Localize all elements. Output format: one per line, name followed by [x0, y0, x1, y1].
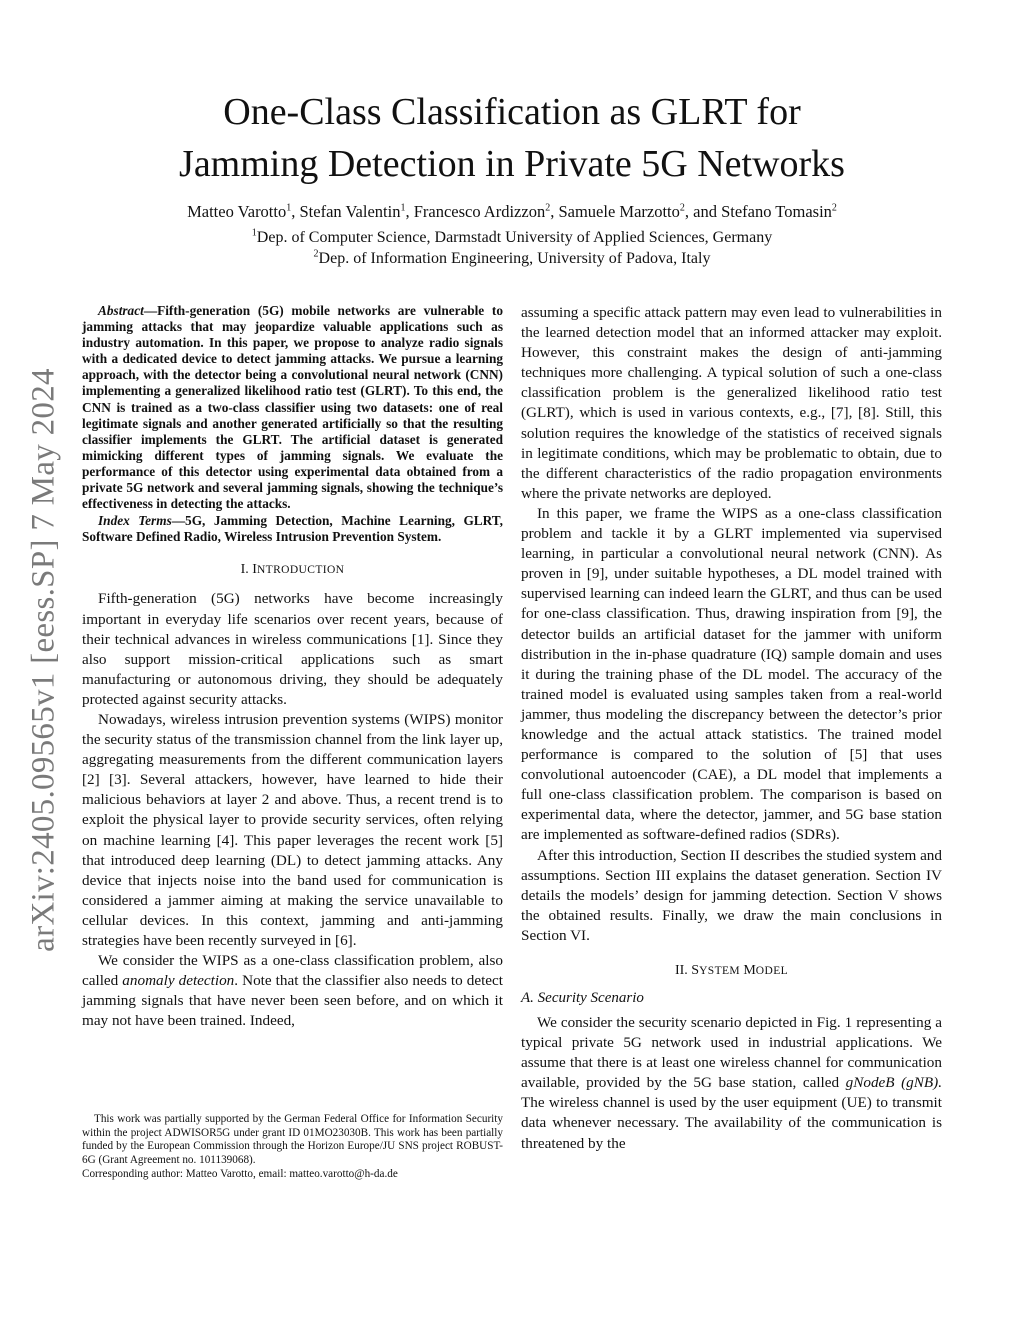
author-name: Samuele Marzotto	[558, 202, 680, 221]
paragraph: In this paper, we frame the WIPS as a one-class classification problem and tackle it by a GLRT implemented via supervised learning, in particular a convolutional neural network (CNN). As proven in [9], under suitable hypotheses, a DL model trained with supervised learning can indeed learn the GLRT, and thus can be used for one-class classification. Thus, drawing inspiration from [9], the detector builds an artificial dataset for the jammer with uniform distribution in the in-phase quadrature (IQ) sample domain and uses it during the training phase of the DL model. The accuracy of the trained model is evaluated using samples taken from a real-world jammer, thus modeling the discrepancy between the detector’s prior knowledge and the actual attack statistics. The trained model performance is compared to the solution of [5] that uses convolutional autoencoder (CAE), a DL model that implements a full one-class classification problem. The comparison is based on experimental data, where the detector, jammer, and 5G base station are implemented as software-defined radios (SDRs).	[521, 504, 942, 844]
paragraph-text: . Note that the classifier also needs to detect jamming signals that have never been seen before, and on which it may not have been trained. Indeed,	[82, 972, 504, 1030]
section-heading-system-model	[521, 963, 942, 979]
author-separator: ,	[291, 202, 300, 221]
abstract	[82, 303, 503, 512]
section-title-rest: ODEL	[755, 965, 789, 977]
subsection-heading: A. Security Scenario	[521, 990, 644, 1006]
affiliation-number: 2	[313, 248, 319, 260]
section-initial: S	[691, 963, 700, 978]
paragraph-text: We consider the WIPS as a one-class classification problem, also called	[82, 952, 503, 990]
affiliation-number: 1	[251, 227, 257, 239]
affiliation-2	[60, 250, 964, 268]
index-terms	[82, 513, 503, 545]
author-affiliation-mark: 2	[545, 202, 551, 214]
corresponding-author: Corresponding author: Matteo Varotto, email: matteo.varotto@h-da.de	[82, 1168, 398, 1181]
author-affiliation-mark: 2	[679, 202, 685, 214]
paper-title	[80, 86, 944, 190]
section-title-rest: YSTEM	[699, 965, 744, 977]
section-title-rest: NTRODUCTION	[256, 564, 345, 577]
paragraph	[82, 951, 503, 1031]
author-separator: ,	[405, 202, 414, 221]
title-line-1: One-Class Classification as GLRT for	[223, 91, 801, 133]
author-name: Stefan Valentin	[299, 202, 401, 221]
arxiv-identifier-stamp: arXiv:2405.09565v1 [eess.SP] 7 May 2024	[25, 368, 62, 952]
funding-footnote: This work was partially supported by the German Federal Office for Information Security within the project ADWISOR5G under grant ID 01MO23030B. This work has been partially funded by the European Commission through the Horizon Europe/JU SNS project ROBUST-6G (Grant Agreement no. 101139068).	[82, 1113, 503, 1166]
affiliation-1	[60, 229, 964, 247]
author-name: Matteo Varotto	[187, 202, 287, 221]
abstract-text: —Fifth-generation (5G) mobile networks are vulnerable to jamming attacks that may jeopardize valuable applications such as industry automation. In this paper, we propose to analyze radio signals with a dedicated device to detect jamming attacks. We pursue a learning approach, with the detector being a convolutional neural network (CNN) implementing a generalized likelihood ratio test (GLRT). To this end, the CNN is trained as a two-class classifier using two datasets: one of real legitimate signals and another generated artificially so that the resulting classifier implements the GLRT. The artificial dataset is generated mimicking different types of jamming signals. We evaluate the performance of this detector using experimental data obtained from a private 5G network and several jamming signals, showing the technique’s effectiveness in detecting the attacks.	[82, 303, 503, 512]
author-affiliation-mark: 2	[831, 202, 837, 214]
index-terms-text: —5G, Jamming Detection, Machine Learning, GLRT, Software Defined Radio, Wireless Intrusion Prevention System.	[82, 513, 503, 545]
author-name: Francesco Ardizzon	[413, 202, 546, 221]
paragraph-text: The wireless channel is used by the user equipment (UE) to transmit data whenever necessary. The availability of the communication is threatened by the	[521, 1094, 942, 1152]
author-separator: , and	[684, 202, 722, 221]
author-separator: ,	[550, 202, 559, 221]
emphasis-term: anomaly detection	[122, 972, 235, 990]
section-numeral: I.	[240, 562, 253, 578]
section-numeral: II.	[674, 963, 692, 978]
right-column	[521, 303, 942, 1154]
author-list	[60, 202, 964, 222]
abstract-label: Abstract	[98, 303, 144, 318]
paragraph-text: We consider the security scenario depicted in Fig. 1 representing a typical private 5G network used in industrial applications. We assume that there is at least one wireless channel for communication available, provided by the 5G base station, called	[521, 1014, 942, 1092]
section-initial: I	[252, 562, 257, 578]
author-name: Stefano Tomasin	[721, 202, 832, 221]
paragraph: Fifth-generation (5G) networks have become increasingly important in everyday life scenarios over recent years, because of their technical advances in wireless communications [1]. Since they also support mission-critical applications such as smart manufacturing or autonomous driving, they should be adequately protected against security attacks.	[82, 590, 503, 708]
footnote	[82, 1113, 503, 1182]
author-affiliation-mark: 1	[286, 202, 292, 214]
affiliation-text: Dep. of Information Engineering, University of Padova, Italy	[318, 250, 711, 267]
title-line-2: Jamming Detection in Private 5G Networks	[179, 143, 845, 185]
section-initial: M	[743, 963, 756, 978]
affiliation-text: Dep. of Computer Science, Darmstadt University of Applied Sciences, Germany	[256, 229, 773, 246]
index-terms-label: Index Terms	[98, 513, 172, 529]
author-affiliation-mark: 1	[400, 202, 406, 214]
emphasis-term: gNodeB (gNB).	[845, 1074, 943, 1092]
paragraph: After this introduction, Section II describes the studied system and assumptions. Section III explains the dataset generation. Section IV details the models’ design for jamming detection. Section V shows the obtained results. Finally, we draw the main conclusions in Section VI.	[521, 846, 942, 944]
paragraph-continuation: assuming a specific attack pattern may even lead to vulnerabilities in the learned detection model that an informed attacker may exploit. However, this constraint makes the design of anti-jamming techniques more challenging. A typical solution of such a one-class classification problem is the generalized likelihood ratio test (GLRT), which is used in various contexts, e.g., [7], [8]. Still, this solution requires the knowledge of the statistics of received signals in legitimate conditions, which may be problematic to obtain, due to the different characteristics of the radio propagation environments where the private networks are deployed.	[521, 304, 942, 502]
paragraph: Nowadays, wireless intrusion prevention systems (WIPS) monitor the security status of the transmission channel from the link layer up, aggregating measurements from the different communication layers [2] [3]. Several attackers, however, have learned to hide their malicious behaviors at layer 2 and above. Thus, a recent trend is to exploit the physical layer to provide security services, often relying on machine learning [4]. This paper leverages the recent work [5] that introduced deep learning (DL) to detect jamming attacks. Any device that injects noise into the band used for communication is considered a jammer aiming at making the service unavailable to cellular devices. In this context, jamming and anti-jamming strategies have been recently surveyed in [6].	[82, 710, 503, 949]
paragraph	[521, 1013, 942, 1154]
left-column	[82, 303, 503, 1031]
section-heading-introduction	[82, 562, 503, 578]
